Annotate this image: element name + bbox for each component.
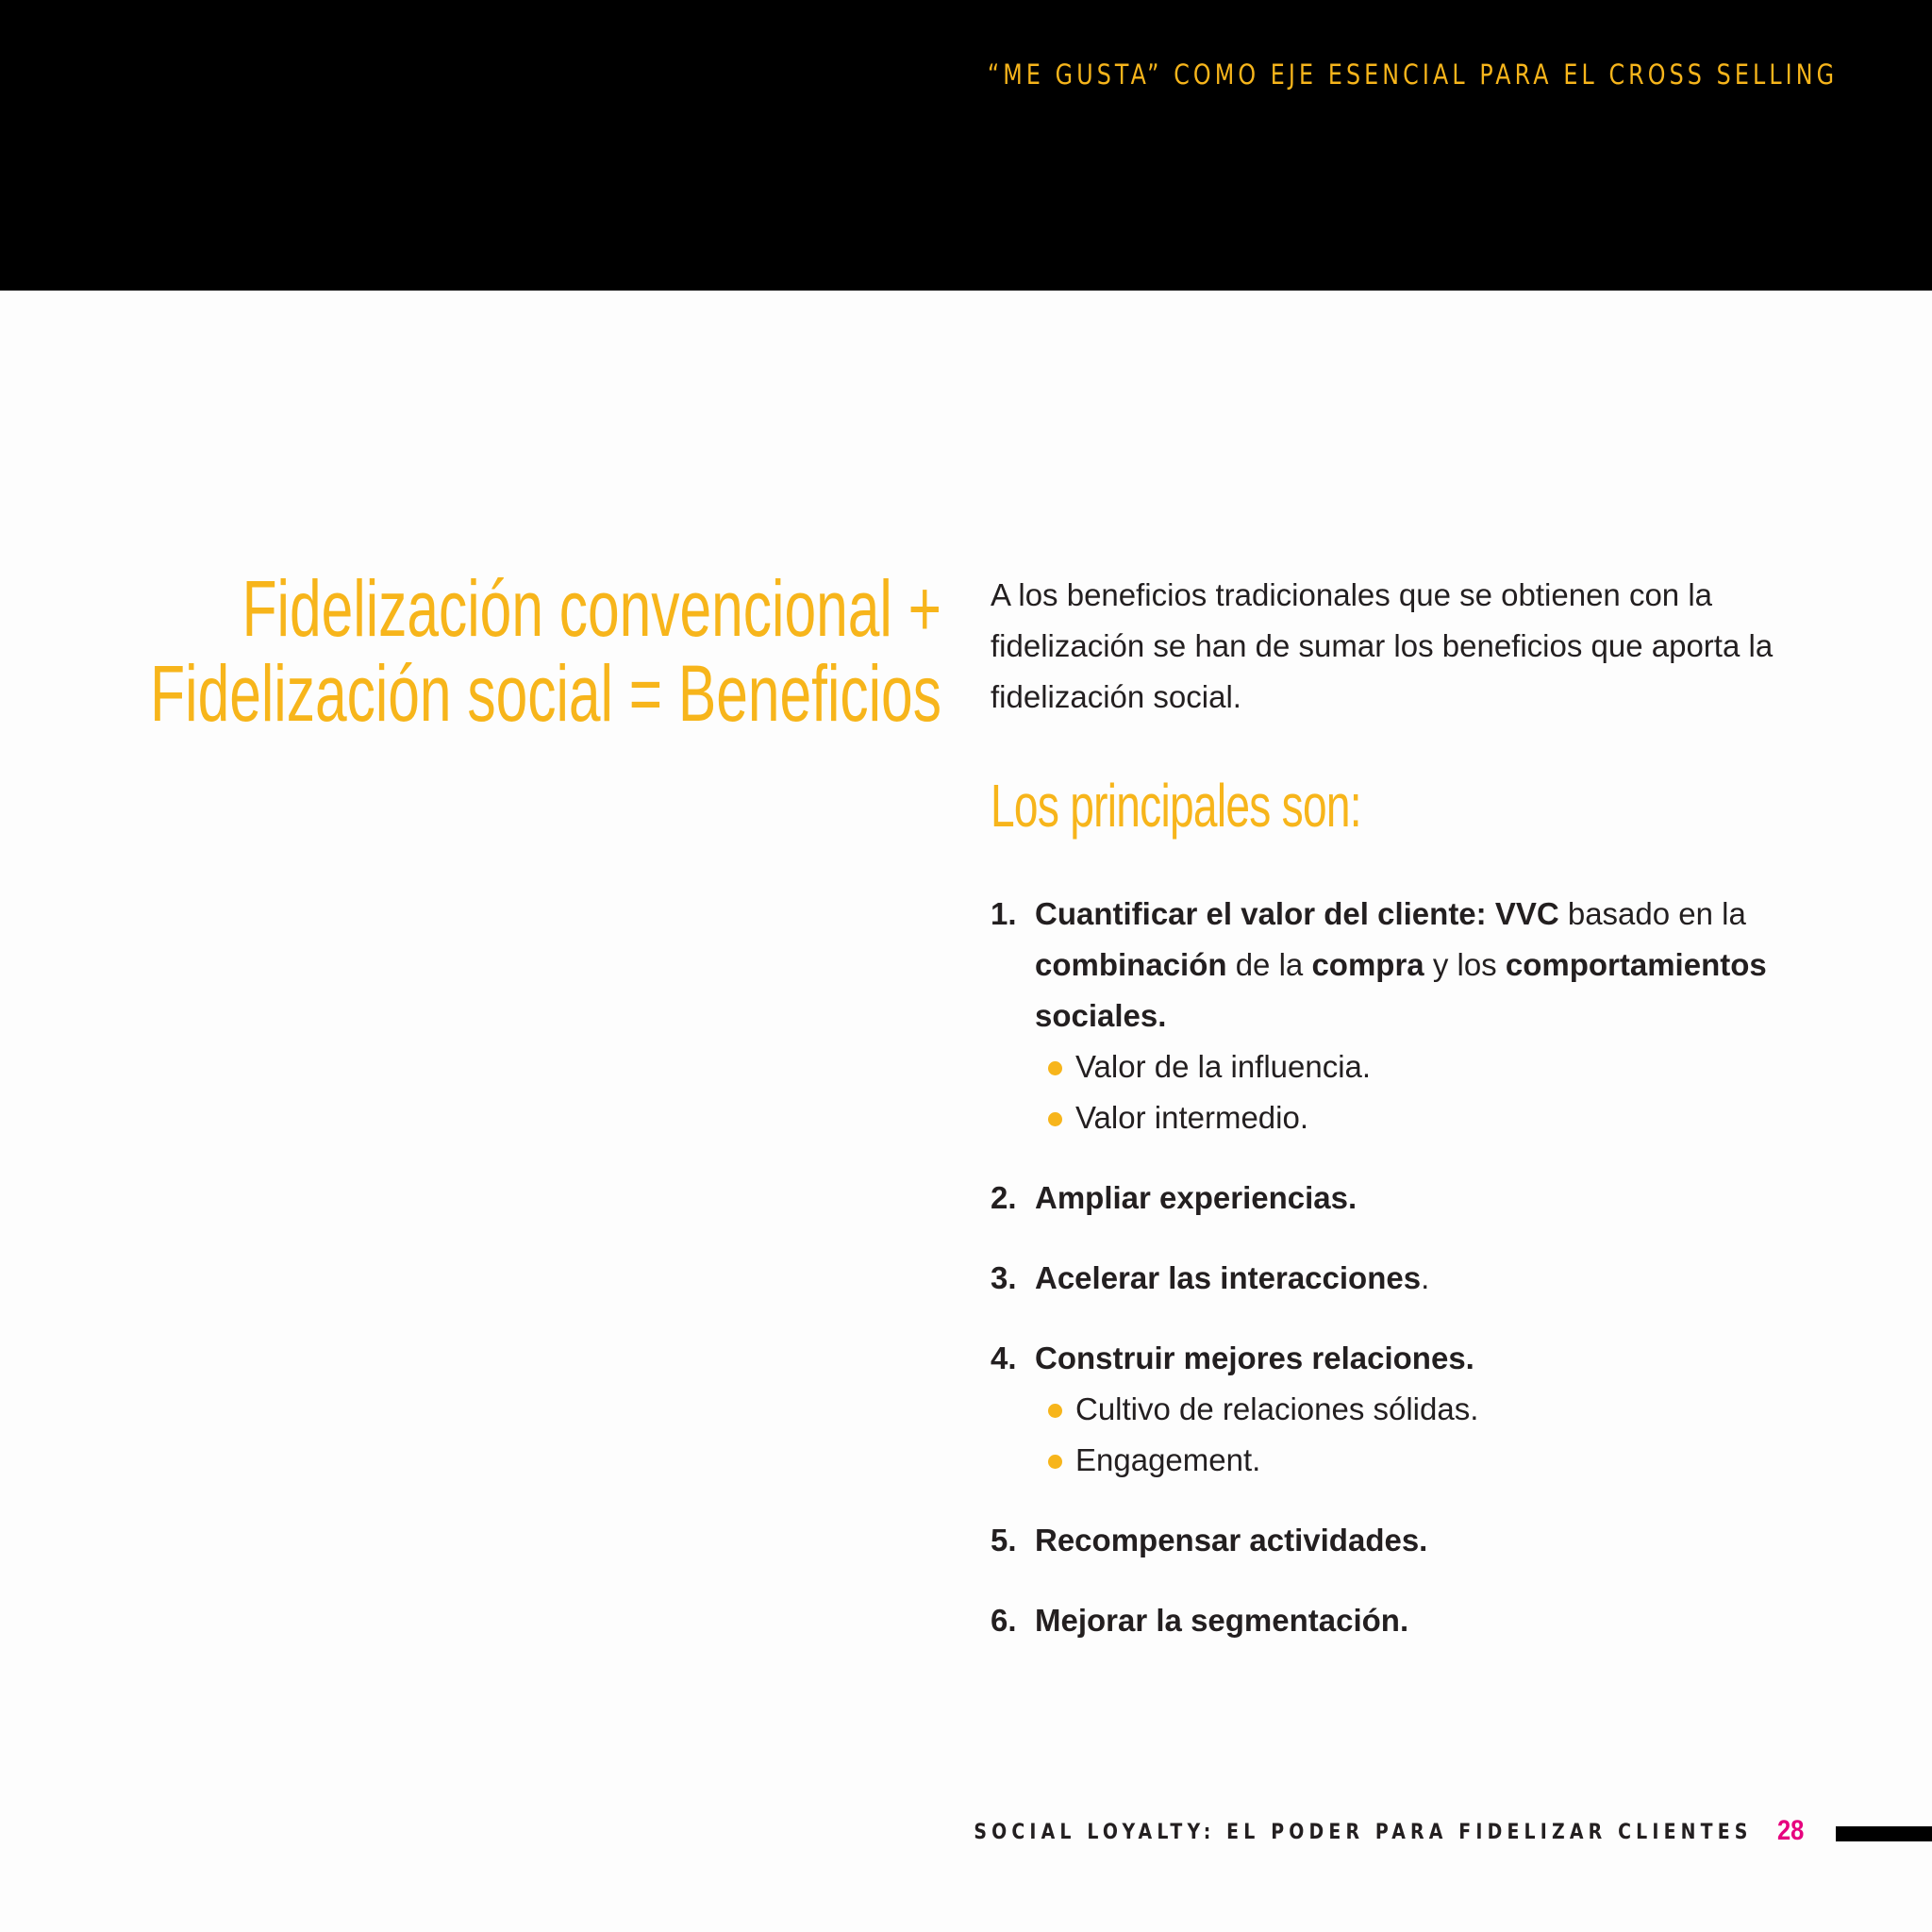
list-item-2 bbox=[991, 1173, 1840, 1224]
intro-paragraph: A los beneficios tradicionales que se obtienen con la fidelización se han de sumar los beneficios que aporta la fidelización social. bbox=[991, 577, 1774, 714]
item-text-bold: compra bbox=[1311, 947, 1424, 982]
item-text-bold: combinación bbox=[1035, 947, 1227, 982]
headline-line-1: Fidelización convencional + bbox=[242, 564, 941, 653]
list-item-5 bbox=[991, 1515, 1840, 1566]
item-text-regular: y los bbox=[1424, 947, 1506, 982]
page-number: 28 bbox=[1777, 1815, 1805, 1846]
bullet-icon bbox=[1048, 1455, 1062, 1469]
item-label-suffix: . bbox=[1421, 1260, 1430, 1295]
item-number: 6. bbox=[991, 1603, 1017, 1638]
headline bbox=[0, 566, 941, 736]
sub-item-label: Cultivo de relaciones sólidas. bbox=[1075, 1391, 1479, 1426]
header-band bbox=[0, 0, 1932, 291]
list-item-1 bbox=[991, 889, 1840, 1143]
item-text-regular: basado en la bbox=[1558, 896, 1746, 931]
subheading: Los principales son: bbox=[991, 772, 1361, 840]
benefits-list bbox=[991, 889, 1840, 1675]
item-label: Ampliar experiencias. bbox=[1035, 1180, 1357, 1215]
list-item-3 bbox=[991, 1253, 1840, 1304]
item-label: Acelerar las interacciones bbox=[1035, 1260, 1422, 1295]
item-text-bold: comportamientos sociales. bbox=[1035, 947, 1767, 1033]
bullet-icon bbox=[1048, 1112, 1062, 1126]
item-number: 1. bbox=[991, 896, 1017, 931]
footer-bar bbox=[1836, 1826, 1932, 1841]
sub-item-label: Valor intermedio. bbox=[1075, 1100, 1309, 1135]
item-label: Recompensar actividades. bbox=[1035, 1523, 1428, 1557]
bullet-icon bbox=[1048, 1404, 1062, 1418]
sub-item bbox=[1035, 1092, 1840, 1143]
footer-title: SOCIAL LOYALTY: EL PODER PARA FIDELIZAR CLIENTES bbox=[974, 1821, 1753, 1844]
item-label: Mejorar la segmentación. bbox=[1035, 1603, 1409, 1638]
item-number: 5. bbox=[991, 1523, 1017, 1557]
item-number: 2. bbox=[991, 1180, 1017, 1215]
headline-line-2: Fidelización social = Beneficios bbox=[150, 649, 941, 738]
list-item-6 bbox=[991, 1595, 1840, 1646]
header-title: “ME GUSTA” COMO EJE ESENCIAL PARA EL CROSS SELLING bbox=[987, 58, 1838, 91]
sub-item bbox=[1035, 1435, 1840, 1486]
item-number: 3. bbox=[991, 1260, 1017, 1295]
sub-item-label: Engagement. bbox=[1075, 1442, 1261, 1477]
item-text bbox=[1035, 889, 1840, 1041]
sub-item bbox=[1035, 1041, 1840, 1092]
item-text-regular: de la bbox=[1226, 947, 1312, 982]
bullet-icon bbox=[1048, 1061, 1062, 1075]
sub-item bbox=[1035, 1384, 1840, 1435]
sub-item-label: Valor de la influencia. bbox=[1075, 1049, 1372, 1084]
list-item-4 bbox=[991, 1333, 1840, 1486]
item-text-bold: Cuantificar el valor del cliente: VVC bbox=[1035, 896, 1559, 931]
item-number: 4. bbox=[991, 1341, 1017, 1375]
item-label: Construir mejores relaciones. bbox=[1035, 1341, 1474, 1375]
